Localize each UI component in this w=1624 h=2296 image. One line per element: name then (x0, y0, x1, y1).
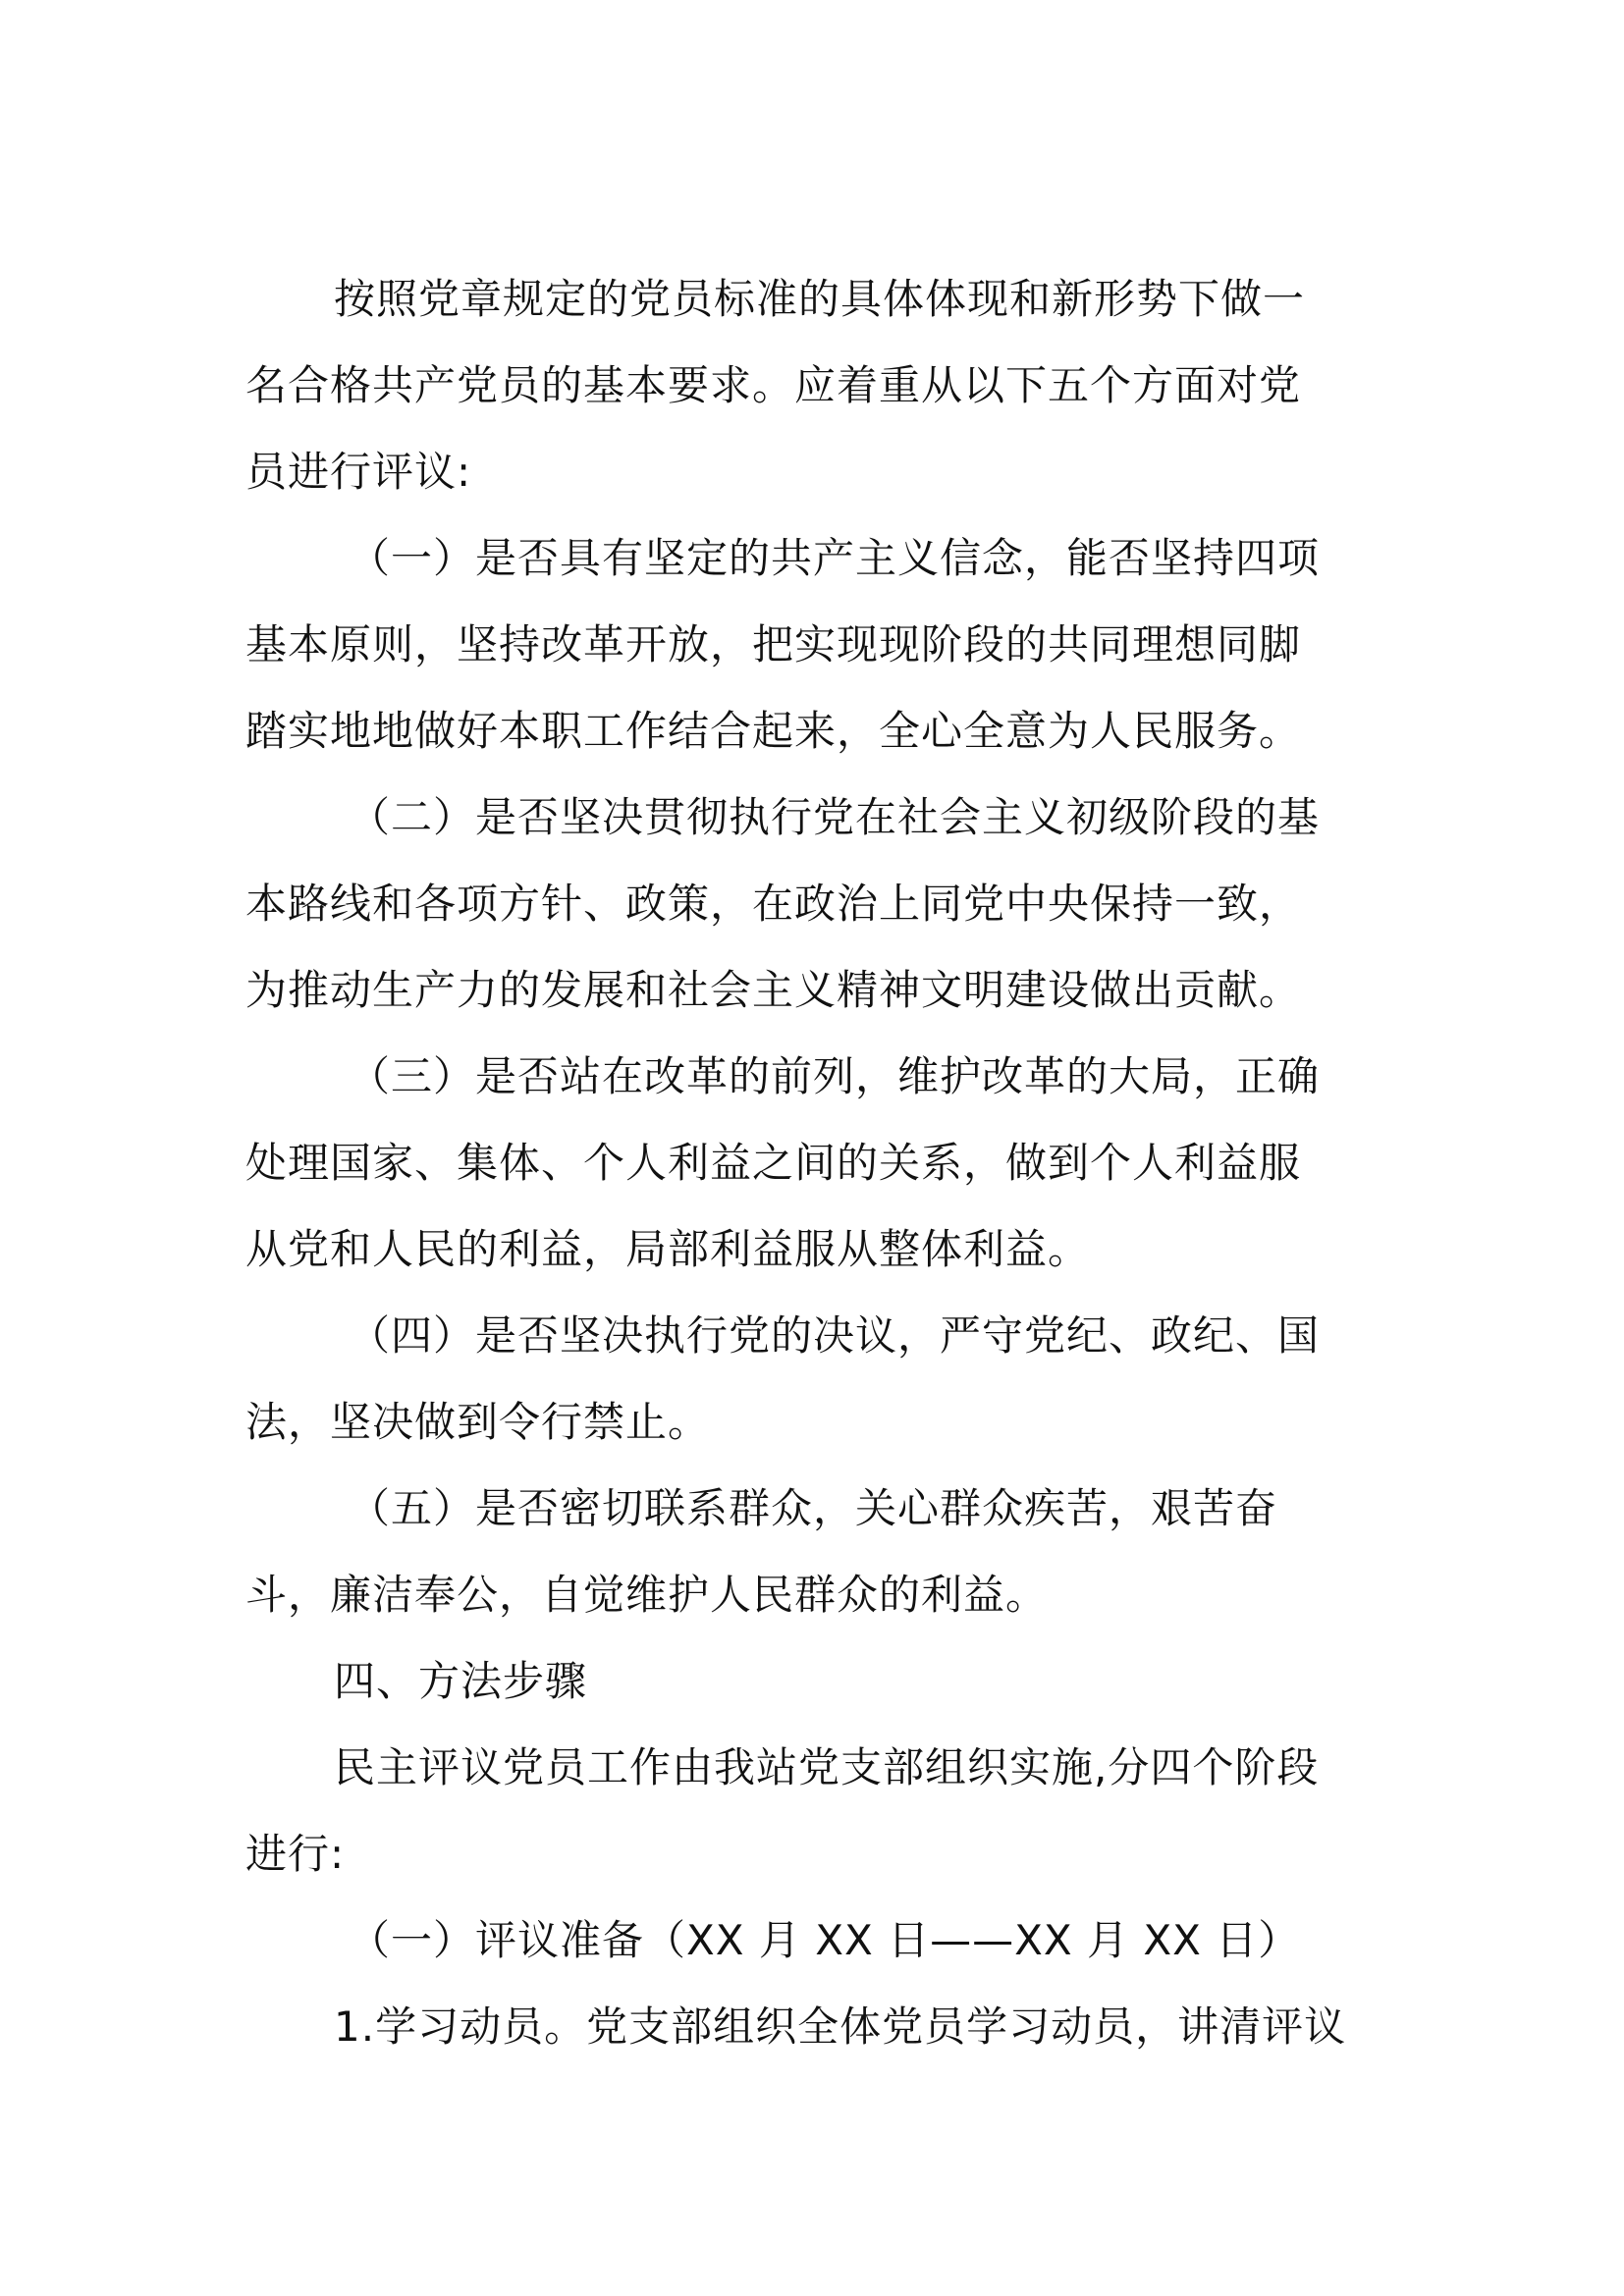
list-item-3-line: （三）是否站在改革的前列，维护改革的大局，正确 (349, 1052, 1321, 1100)
list-item-4-line: 法，坚决做到令行禁止。 (245, 1398, 711, 1446)
list-item-5-line: （五）是否密切联系群众，关心群众疾苦，艰苦奋 (349, 1484, 1278, 1532)
paragraph-line: 按照党章规定的党员标准的具体体现和新形势下做一 (334, 275, 1306, 323)
list-item-2-line: 本路线和各项方针、政策，在政治上同党中央保持一致， (245, 880, 1302, 928)
subsection-heading: （一）评议准备（XX 月 XX 日——XX 月 XX 日） (349, 1916, 1301, 1964)
list-item-4-line: （四）是否坚决执行党的决议，严守党纪、政纪、国 (349, 1311, 1321, 1360)
section-heading: 四、方法步骤 (334, 1657, 588, 1705)
list-item-3-line: 处理国家、集体、个人利益之间的关系，做到个人利益服 (245, 1139, 1302, 1187)
paragraph-line: 名合格共产党员的基本要求。应着重从以下五个方面对党 (245, 361, 1302, 409)
paragraph-line: 民主评议党员工作由我站党支部组织实施,分四个阶段 (334, 1743, 1320, 1791)
paragraph-line: 1.学习动员。党支部组织全体党员学习动员，讲清评议 (334, 2002, 1347, 2051)
list-item-3-line: 从党和人民的利益，局部利益服从整体利益。 (245, 1225, 1091, 1273)
list-item-1-line: （一）是否具有坚定的共产主义信念，能否坚持四项 (349, 534, 1321, 582)
list-item-1-line: 踏实地地做好本职工作结合起来，全心全意为人民服务。 (245, 707, 1302, 755)
paragraph-line: 员进行评议: (245, 448, 472, 496)
paragraph-line: 进行: (245, 1830, 346, 1878)
list-item-2-line: 为推动生产力的发展和社会主义精神文明建设做出贡献。 (245, 966, 1302, 1014)
list-item-2-line: （二）是否坚决贯彻执行党在社会主义初级阶段的基 (349, 793, 1321, 841)
list-item-5-line: 斗，廉洁奉公，自觉维护人民群众的利益。 (245, 1571, 1049, 1619)
list-item-1-line: 基本原则，坚持改革开放，把实现现阶段的共同理想同脚 (245, 620, 1302, 668)
